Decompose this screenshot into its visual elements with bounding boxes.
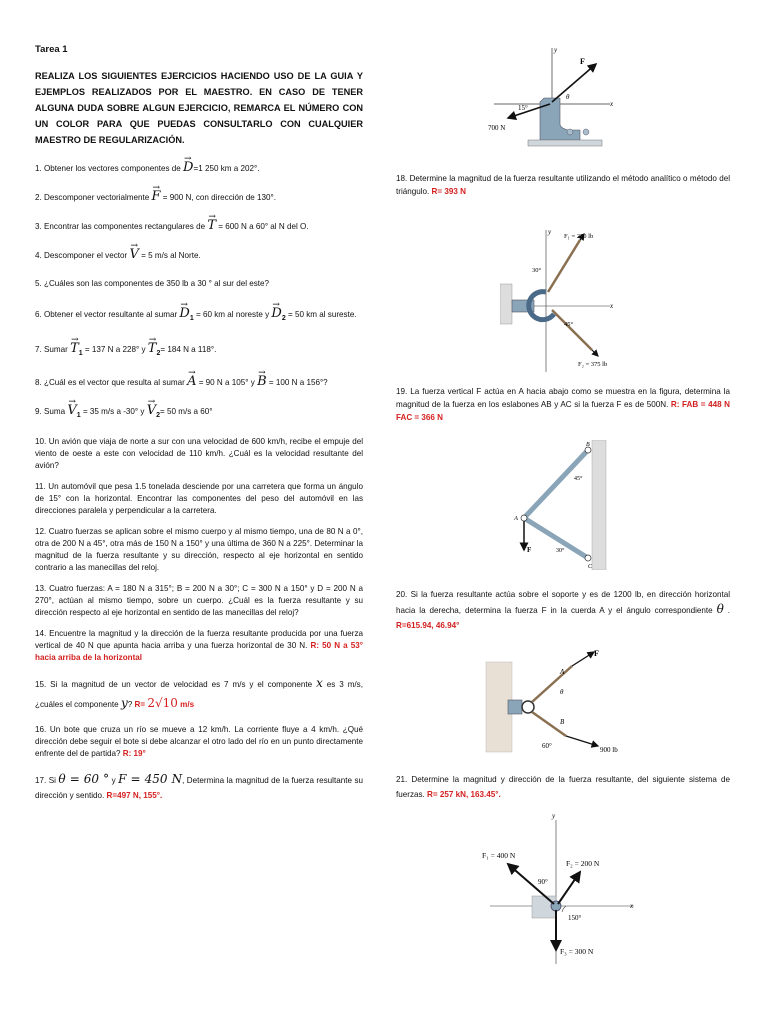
exercise-8: 8. ¿Cuál es el vector que resulta al sumar → A = 90 N a 105° y → B = 100 N a 156°? [35, 376, 363, 389]
vector-symbol: → A [187, 376, 196, 388]
fig21-f2-label: F₂ = 200 N [566, 859, 600, 868]
vector-symbol: → V [129, 249, 138, 261]
fig20-f-label: F [594, 649, 599, 658]
fig18-x-label: x [610, 302, 614, 310]
fig17-theta-label: θ [566, 93, 570, 101]
answer: R= 257 kN, 163.45°. [427, 790, 501, 799]
fig21-f3-label: F₃ = 300 N [560, 947, 594, 956]
answer: R: FAB = 448 N FAC = 366 N [396, 400, 730, 422]
figure-19 [508, 440, 618, 570]
fig19-f-label: F [527, 546, 532, 554]
answer: R=615.94, 46.94° [396, 621, 460, 630]
fig17-angle-label: 15° [518, 104, 528, 112]
fig20-b-label: B [560, 718, 565, 726]
exercise-19: 19. La fuerza vertical F actúa en A hacia abajo como se muestra en la figura, determina la magnitud de la fuerza en los eslabones AB y AC si la fuerza F es de 500N. R: FAB = 448 N FAC = 366 N [396, 387, 730, 422]
exercise-9: 9. Suma → V1 = 35 m/s a -30° y → V2= 50 m/s a 60° [35, 405, 363, 422]
fig20-theta-label: θ [560, 688, 564, 696]
answer: R= [134, 700, 148, 709]
vector-symbol: → T [207, 220, 216, 232]
answer-math: 2√10 [147, 696, 178, 710]
fig18-y-label: y [548, 228, 552, 236]
figure-20 [482, 642, 672, 762]
right-column [396, 0, 730, 1024]
fig18-a2-label: 45° [564, 321, 574, 328]
vector-symbol: → D [183, 162, 193, 174]
exercise-17: 17. Si θ = 60 ° y F = 450 N, Determina la magnitud de la fuerza resultante su dirección y sentido. R=497 N, 155°. [35, 772, 364, 800]
fig20-force-label: 900 lb [600, 746, 618, 754]
fig19-a-label: A [514, 515, 518, 522]
fig17-force-label: 700 N [488, 124, 506, 132]
fig19-a2-label: 30° [556, 548, 565, 554]
exercise-16: 16. Un bote que cruza un río se mueve a 12 km/h. La corriente fluye a 4 km/h. ¿Qué dirección debe seguir el bote si debe alcanzar el otro lado del río en un punto directamente enfrente del de partida? R: 19° [35, 725, 363, 758]
vector-symbol: → F [152, 191, 161, 203]
figure-18 [500, 226, 630, 376]
exercise-3: 3. Encontrar las componentes rectangulares de → T = 600 N a 60° al N del O. [35, 220, 363, 233]
fig18-f1-label: F₁ = 250 lb [564, 233, 594, 240]
fig21-a2-label: 150° [568, 914, 582, 922]
fig19-c-label: C [588, 564, 593, 570]
page-title: Tarea 1 [35, 44, 68, 55]
fig19-b-label: B [586, 442, 590, 448]
fig17-y-label: y [554, 46, 558, 54]
exercise-7: 7. Sumar → T1 = 137 N a 228° y → T2= 184 N a 118°. [35, 343, 363, 360]
vector-symbol: → T [70, 343, 79, 355]
exercise-1: 1. Obtener los vectores componentes de → D=1 250 km a 202°. [35, 162, 363, 175]
fig17-f-label: F [580, 57, 585, 66]
fig20-angle-label: 60° [542, 742, 552, 750]
fig18-f2-label: F₂ = 375 lb [578, 361, 608, 368]
exercise-13: 13. Cuatro fuerzas: A = 180 N a 315°; B = 200 N a 30°; C = 300 N a 150° y D = 200 N a 270°, actúan al mismo tiempo, sobre un cuerpo. ¿Cuál es la fuerza resultante y su dirección respecto al eje horizontal en sentido de las manecillas del reloj? [35, 584, 363, 617]
exercise-11: 11. Un automóvil que pesa 1.5 tonelada desciende por una carretera que forma un ángulo de 15° con la horizontal. Encontrar las componentes del peso del automóvil en las direcciones paralela y perpendicular a la carretera. [35, 482, 363, 515]
exercise-18: 18. Determine la magnitud de la fuerza resultante utilizando el método analítico o método del triángulo. R= 393 N [396, 174, 730, 196]
fig19-a1-label: 45° [574, 476, 583, 482]
vector-symbol: → T [148, 343, 157, 355]
vector-symbol: → V [147, 405, 156, 417]
vector-symbol: → V [67, 405, 76, 417]
fig21-y-label: y [552, 812, 556, 820]
figure-17 [484, 42, 634, 158]
exercise-4: 4. Descomponer el vector → V = 5 m/s al Norte. [35, 249, 363, 262]
instructions: REALIZA LOS SIGUIENTES EJERCICIOS HACIENDO USO DE LA GUIA Y EJEMPLOS REALIZADOS POR EL MAESTRO. EN CASO DE TENER ALGUNA DUDA SOBRE ALGUN EJERCICIO, REMARCA EL NÚMERO CON UN COLOR PARA QUE PUEDAS CONSULTARLO CON CUALQUIER MAESTRO DE REGULARIZACIÓN. [35, 71, 363, 145]
exercise-5: 5. ¿Cuáles son las componentes de 350 lb a 30 ° al sur del este? [35, 279, 270, 288]
exercise-14: 14. Encuentre la magnitud y la dirección de la fuerza resultante producida por una fuerza vertical de 40 N que apunta hacia arriba y una fuerza horizontal de 30 N. R: 50 N a 53° hacia arriba de la horizontal [35, 629, 363, 662]
answer: R: 50 N a 53° hacia arriba de la horizontal [35, 641, 363, 662]
exercise-10: 10. Un avión que viaja de norte a sur con una velocidad de 600 km/h, recibe el empuje del viento de oeste a este con velocidad de 110 km/h. ¿Cuál es la velocidad resultante del avión? [35, 437, 363, 470]
answer: R=497 N, 155°. [106, 791, 163, 800]
exercise-6: 6. Obtener el vector resultante al sumar → D1 = 60 km al noreste y → D2 = 50 km al sureste. [35, 306, 363, 327]
fig18-a1-label: 30° [532, 267, 542, 274]
fig21-f1-label: F₁ = 400 N [482, 851, 516, 860]
exercise-20: 20. Si la fuerza resultante actúa sobre el soporte y es de 1200 lb, en dirección horizontal hacia la derecha, determina la fuerza F in la cuerda A y el ángulo correspondiente θ . R=615.94, 46.94° [396, 590, 731, 630]
answer: R= 393 N [431, 187, 466, 196]
fig20-a-label: A [560, 668, 565, 676]
answer: R: 19° [122, 749, 146, 758]
exercise-21: 21. Determine la magnitud y dirección de la fuerza resultante, del siguiente sistema de fuerzas. R= 257 kN, 163.45°. [396, 775, 730, 799]
vector-symbol: → D [271, 306, 281, 322]
fig21-x-label: x [630, 902, 634, 910]
fig17-x-label: x [610, 100, 614, 108]
vector-symbol: → B [257, 376, 267, 388]
vector-symbol: → D [179, 306, 189, 322]
fig21-a1-label: 90° [538, 878, 548, 886]
exercise-2: 2. Descomponer vectorialmente → F = 900 N, con dirección de 130°. [35, 191, 363, 204]
exercise-15: 15. Si la magnitud de un vector de velocidad es 7 m/s y el componente x es 3 m/s, ¿cuáles el componente y? R= 2√10 m/s [35, 676, 363, 710]
figure-21 [480, 812, 650, 968]
left-column [35, 44, 363, 803]
exercise-12: 12. Cuatro fuerzas se aplican sobre el mismo cuerpo y al mismo tiempo, una de 80 N a 0°, otra de 200 N a 45°, otra más de 150 N a 150° y una última de 360 N a 225°. Determinar la magnitud de la fuerza resultante y su dirección, respecto al eje horizontal en sentido contrario a las manecillas del reloj. [35, 527, 363, 572]
